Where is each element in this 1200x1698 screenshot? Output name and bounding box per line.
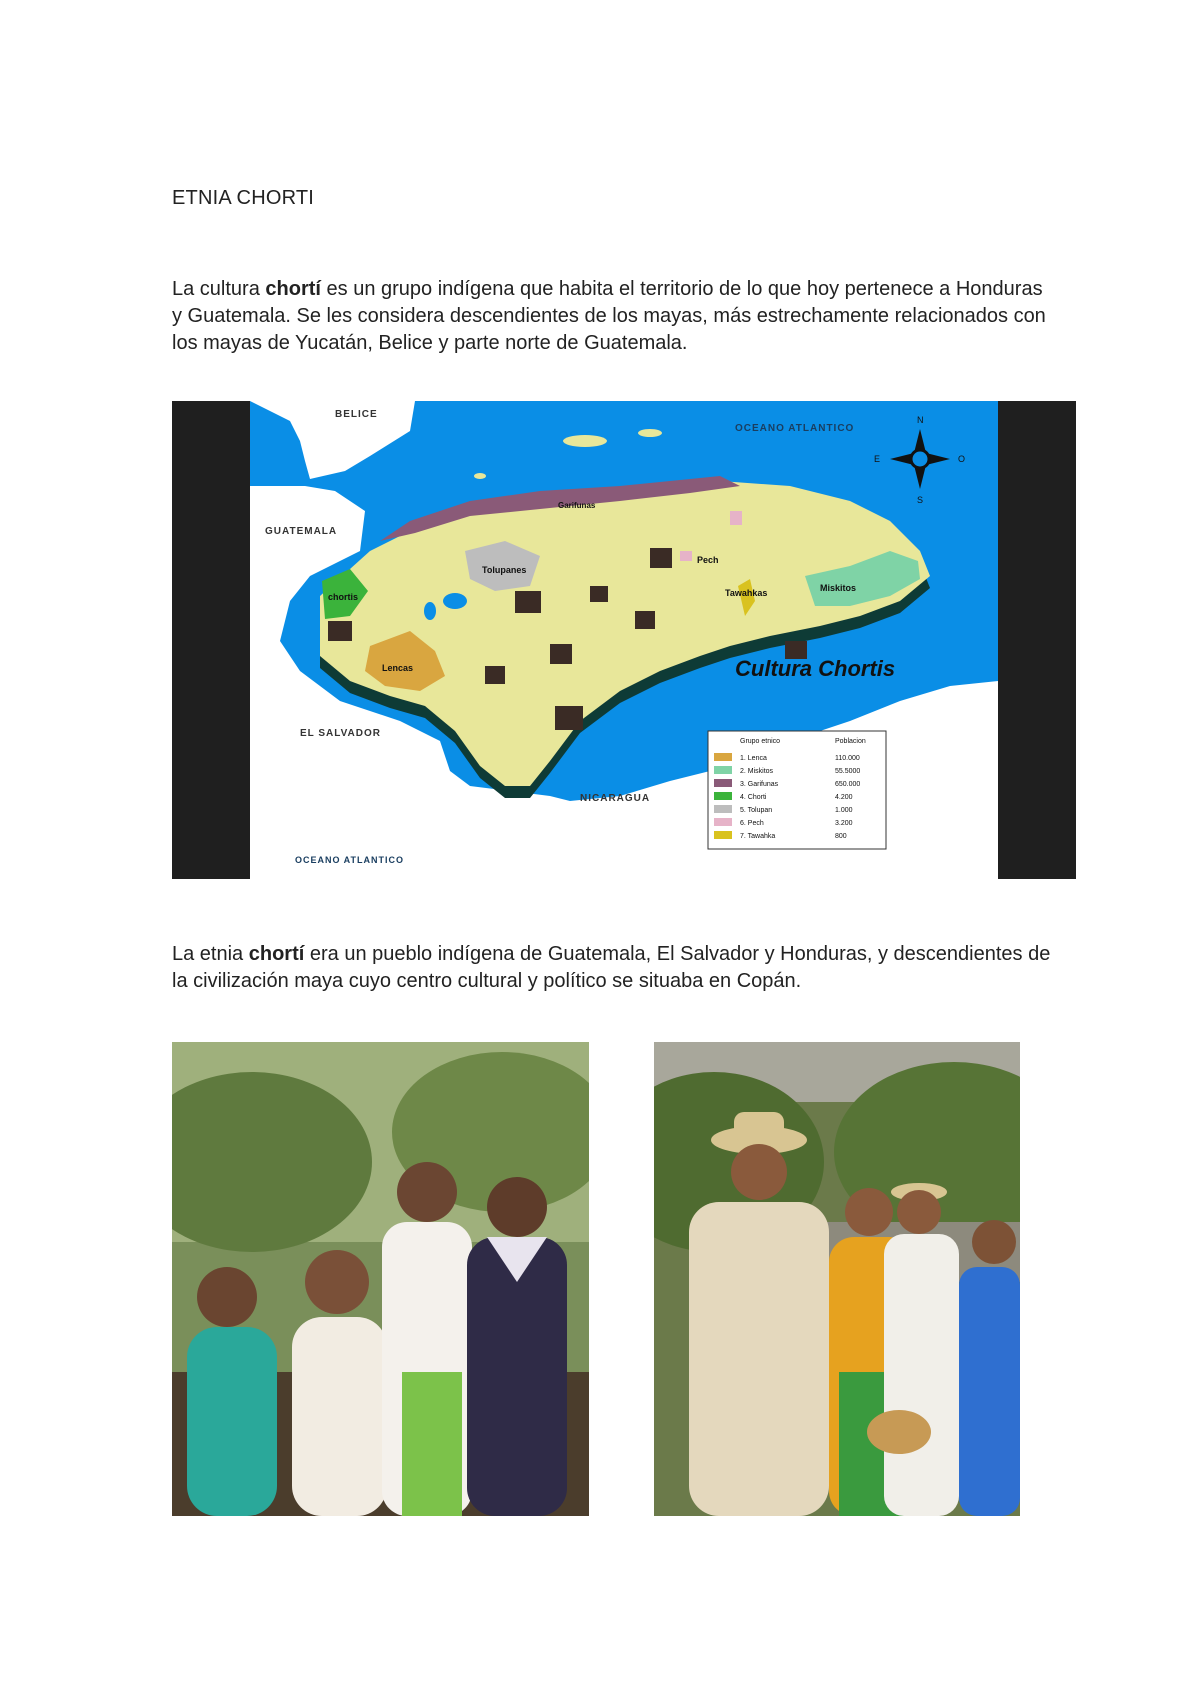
label-ocean-bottom: OCEANO ATLANTICO — [295, 855, 404, 865]
legend-population: 4.200 — [835, 794, 853, 801]
paragraph-intro: La cultura chortí es un grupo indígena que habita el territorio de lo que hoy pertenece a Honduras y Guatemala. Se les considera descendientes de los mayas, más estrechamente relacionados con los mayas de Yucatán, Belice y parte norte de Guatemala. — [172, 278, 1046, 354]
map-title: Cultura Chortis — [735, 656, 896, 681]
bold-term: chortí — [265, 278, 321, 300]
legend-group-name: 5. Tolupan — [740, 807, 773, 814]
photo-chorti-children — [172, 1042, 589, 1516]
label-miskitos: Miskitos — [820, 583, 857, 593]
label-tolupanes: Tolupanes — [482, 565, 527, 575]
legend-population: 1.000 — [835, 807, 853, 814]
document-title: ETNIA CHORTI — [172, 187, 315, 209]
legend-swatch — [714, 831, 732, 839]
legend-group-name: 1. Lenca — [740, 755, 767, 762]
bold-term: chortí — [248, 943, 305, 965]
label-pech: Pech — [697, 555, 719, 565]
paragraph-history: La etnia chortí era un pueblo indígena de Guatemala, El Salvador y Honduras, y descendientes de la civilización maya cuyo centro cultural y político se situaba en Copán. — [172, 943, 1051, 992]
legend-group-name: 3. Garifunas — [740, 781, 779, 788]
legend-population: 55.5000 — [835, 768, 861, 775]
compass-west: O — [958, 454, 966, 464]
legend-swatch — [714, 766, 732, 774]
legend-group-name: 7. Tawahka — [740, 833, 776, 840]
legend-population: 800 — [835, 833, 847, 840]
label-lencas: Lencas — [382, 663, 414, 673]
label-ocean-top: OCEANO ATLANTICO — [735, 423, 855, 434]
label-guatemala: GUATEMALA — [265, 526, 338, 537]
legend-header-population: Poblacion — [835, 738, 866, 745]
legend-group-name: 6. Pech — [740, 820, 764, 827]
label-nicaragua: NICARAGUA — [580, 793, 651, 804]
legend-swatch — [714, 753, 732, 761]
compass-east: E — [874, 454, 881, 464]
label-garifunas: Garifunas — [558, 501, 596, 510]
label-belice: BELICE — [335, 409, 378, 420]
label-el-salvador: EL SALVADOR — [300, 728, 382, 739]
legend-group-name: 2. Miskitos — [740, 768, 774, 775]
legend-swatch — [714, 779, 732, 787]
label-chorti: chortis — [328, 592, 359, 602]
legend-population: 650.000 — [835, 781, 861, 788]
compass-north: N — [917, 415, 924, 425]
compass-south: S — [917, 495, 924, 505]
legend-group-name: 4. Chorti — [740, 794, 767, 801]
legend-population: 3.200 — [835, 820, 853, 827]
legend-population: 110.000 — [835, 755, 860, 762]
honduras-ethnic-map — [250, 401, 998, 879]
label-tawahkas: Tawahkas — [725, 588, 768, 598]
legend-swatch — [714, 818, 732, 826]
legend-swatch — [714, 792, 732, 800]
photo-chorti-people — [654, 1042, 1020, 1516]
legend-swatch — [714, 805, 732, 813]
map-legend — [708, 731, 886, 849]
legend-header-group: Grupo etnico — [740, 738, 781, 745]
map-figure — [172, 401, 1076, 879]
